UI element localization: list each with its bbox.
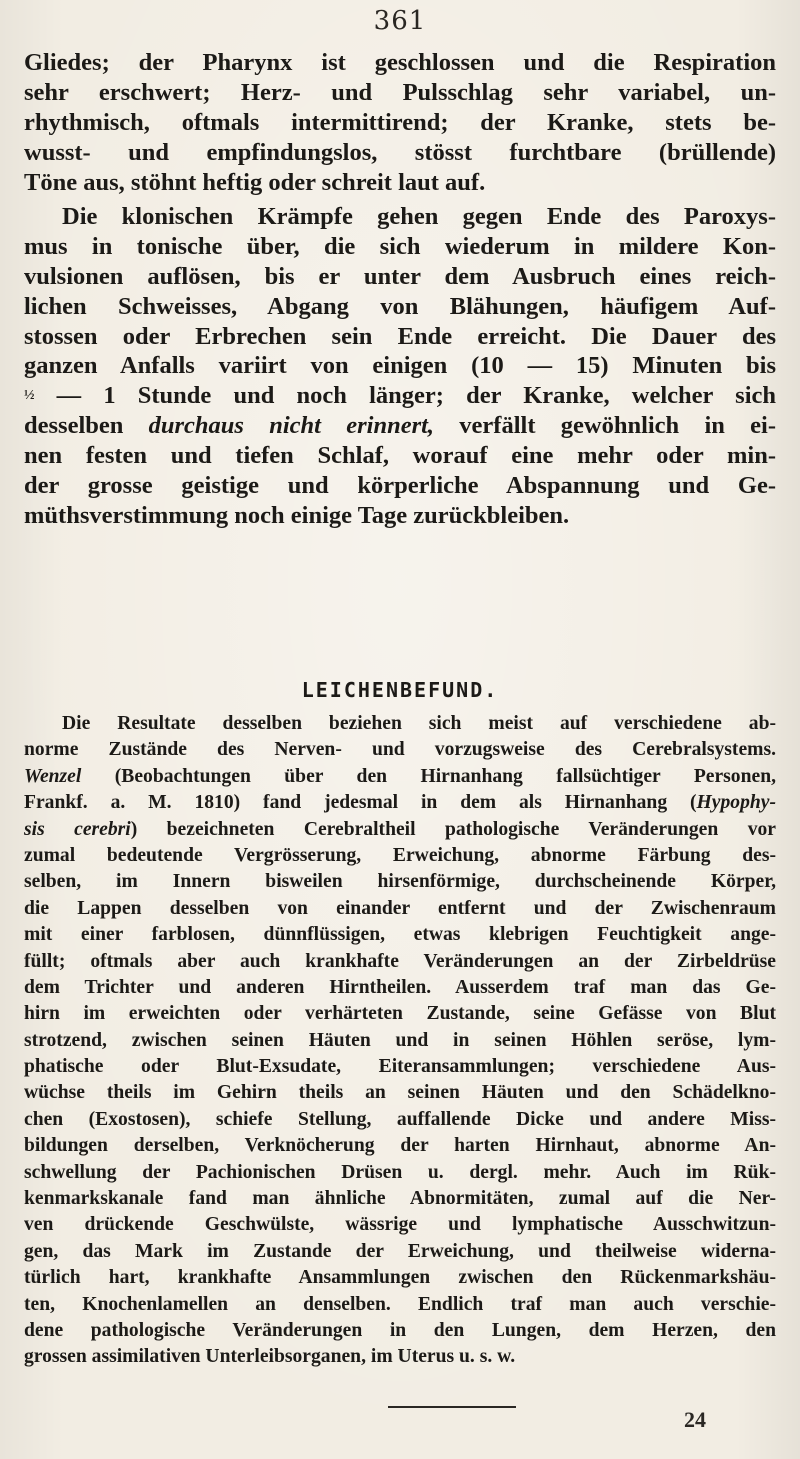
- text-line: grossen assimilativen Unterleibsorganen, im Uterus u. s. w.: [24, 1346, 516, 1368]
- text-line: zumal bedeutende Vergrösserung, Erweichung, abnorme Färbung des-: [24, 844, 776, 866]
- author-name: Wenzel: [24, 765, 82, 787]
- text-line: bildungen derselben, Verknöcherung der harten Hirnhaut, abnorme An-: [24, 1135, 776, 1157]
- fraction: ½: [24, 388, 35, 404]
- paragraph-findings: [24, 711, 776, 1371]
- text-line: gen, das Mark im Zustande der Erweichung, und theilweise widerna-: [24, 1240, 776, 1262]
- text-line: desselben durchaus nicht erinnert, verfällt gewöhnlich in ei-: [24, 412, 776, 440]
- signature-mark: 24: [684, 1407, 706, 1432]
- text-line: schwellung der Pachionischen Drüsen u. dergl. mehr. Auch im Rük-: [24, 1161, 776, 1183]
- text-line: sis cerebri) bezeichneten Cerebraltheil pathologische Veränderungen vor: [24, 818, 776, 840]
- text-line: stossen oder Erbrechen sein Ende erreicht. Die Dauer des: [24, 322, 776, 350]
- text-line: ganzen Anfalls variirt von einigen (10 — 15) Minuten bis: [24, 352, 776, 380]
- text-line: lichen Schweisses, Abgang von Blähungen, häufigem Auf-: [24, 292, 776, 320]
- text-line: selben, im Innern bisweilen hirsenförmige, durchscheinende Körper,: [24, 871, 776, 893]
- signature-rule: [388, 1406, 516, 1408]
- text-line: vulsionen auflösen, bis er unter dem Ausbruch eines reich-: [24, 262, 776, 290]
- text-line: Wenzel (Beobachtungen über den Hirnanhang fallsüchtiger Personen,: [24, 765, 776, 787]
- page-number: 361: [373, 6, 427, 36]
- text-line: dem Trichter und anderen Hirntheilen. Ausserdem traf man das Ge-: [24, 976, 776, 998]
- text-line: Töne aus, stöhnt heftig oder schreit laut auf.: [24, 168, 486, 196]
- text-line: ½ — 1 Stunde und noch länger; der Kranke, welcher sich: [24, 382, 776, 410]
- text-line: phatische oder Blut-Exsudate, Eiteransammlungen; verschiedene Aus-: [24, 1056, 776, 1078]
- text-line: dene pathologische Veränderungen in den Lungen, dem Herzen, den: [24, 1319, 776, 1341]
- text-line: Die klonischen Krämpfe gehen gegen Ende des Paroxys-: [62, 203, 776, 230]
- text-line: sehr erschwert; Herz- und Pulsschlag sehr variabel, un-: [24, 78, 776, 106]
- latin-term: Hypophy-: [696, 792, 776, 814]
- text-line: die Lappen desselben von einander entfernt und der Zwischenraum: [24, 897, 776, 919]
- text-line: Die Resultate desselben beziehen sich meist auf verschiedene ab-: [62, 713, 776, 734]
- text-line: chen (Exostosen), schiefe Stellung, auffallende Dicke und andere Miss-: [24, 1108, 776, 1130]
- text-line: türlich hart, krankhafte Ansammlungen zwischen den Rückenmarkshäu-: [24, 1267, 776, 1289]
- text-line: füllt; oftmals aber auch krankhafte Veränderungen an der Zirbeldrüse: [24, 950, 776, 972]
- latin-term: sis cerebri: [24, 818, 131, 840]
- emphasized-phrase: durchaus nicht erinnert,: [148, 412, 435, 440]
- text-line: wüchse theils im Gehirn theils an seinen Häuten und den Schädelkno-: [24, 1082, 776, 1104]
- text-line: kenmarkskanale fand man ähnliche Abnormitäten, zumal auf die Ner-: [24, 1188, 776, 1210]
- paragraph-symptoms: [24, 48, 776, 197]
- text-line: Frankf. a. M. 1810) fand jedesmal in dem als Hirnanhang (Hypophy-: [24, 792, 776, 814]
- text-line: mit einer farblosen, dünnflüssigen, etwas klebrigen Feuchtigkeit ange-: [24, 924, 776, 946]
- section-heading: LEICHENBEFUND.: [301, 678, 499, 702]
- text-line: Gliedes; der Pharynx ist geschlossen und die Respiration: [24, 49, 776, 76]
- text-line: mus in tonische über, die sich wiederum in mildere Kon-: [24, 232, 776, 260]
- text-line: nen festen und tiefen Schlaf, worauf eine mehr oder min-: [24, 442, 776, 470]
- text-line: hirn im erweichten oder verhärteten Zustande, seine Gefässe von Blut: [24, 1003, 776, 1025]
- text-line: der grosse geistige und körperliche Abspannung und Ge-: [24, 472, 776, 500]
- text-line: ten, Knochenlamellen an denselben. Endlich traf man auch verschie-: [24, 1293, 776, 1315]
- text-line: strotzend, zwischen seinen Häuten und in seinen Höhlen seröse, lym-: [24, 1029, 776, 1051]
- text-line: wusst- und empfindungslos, stösst furchtbare (brüllende): [24, 138, 776, 166]
- text-line: rhythmisch, oftmals intermittirend; der Kranke, stets be-: [24, 108, 776, 136]
- text-line: müthsverstimmung noch einige Tage zurückbleiben.: [24, 501, 570, 529]
- text-line: norme Zustände des Nerven- und vorzugsweise des Cerebralsystems.: [24, 739, 776, 761]
- paragraph-convulsions: [24, 202, 776, 531]
- text-line: ven drückende Geschwülste, wässrige und lymphatische Ausschwitzun-: [24, 1214, 776, 1236]
